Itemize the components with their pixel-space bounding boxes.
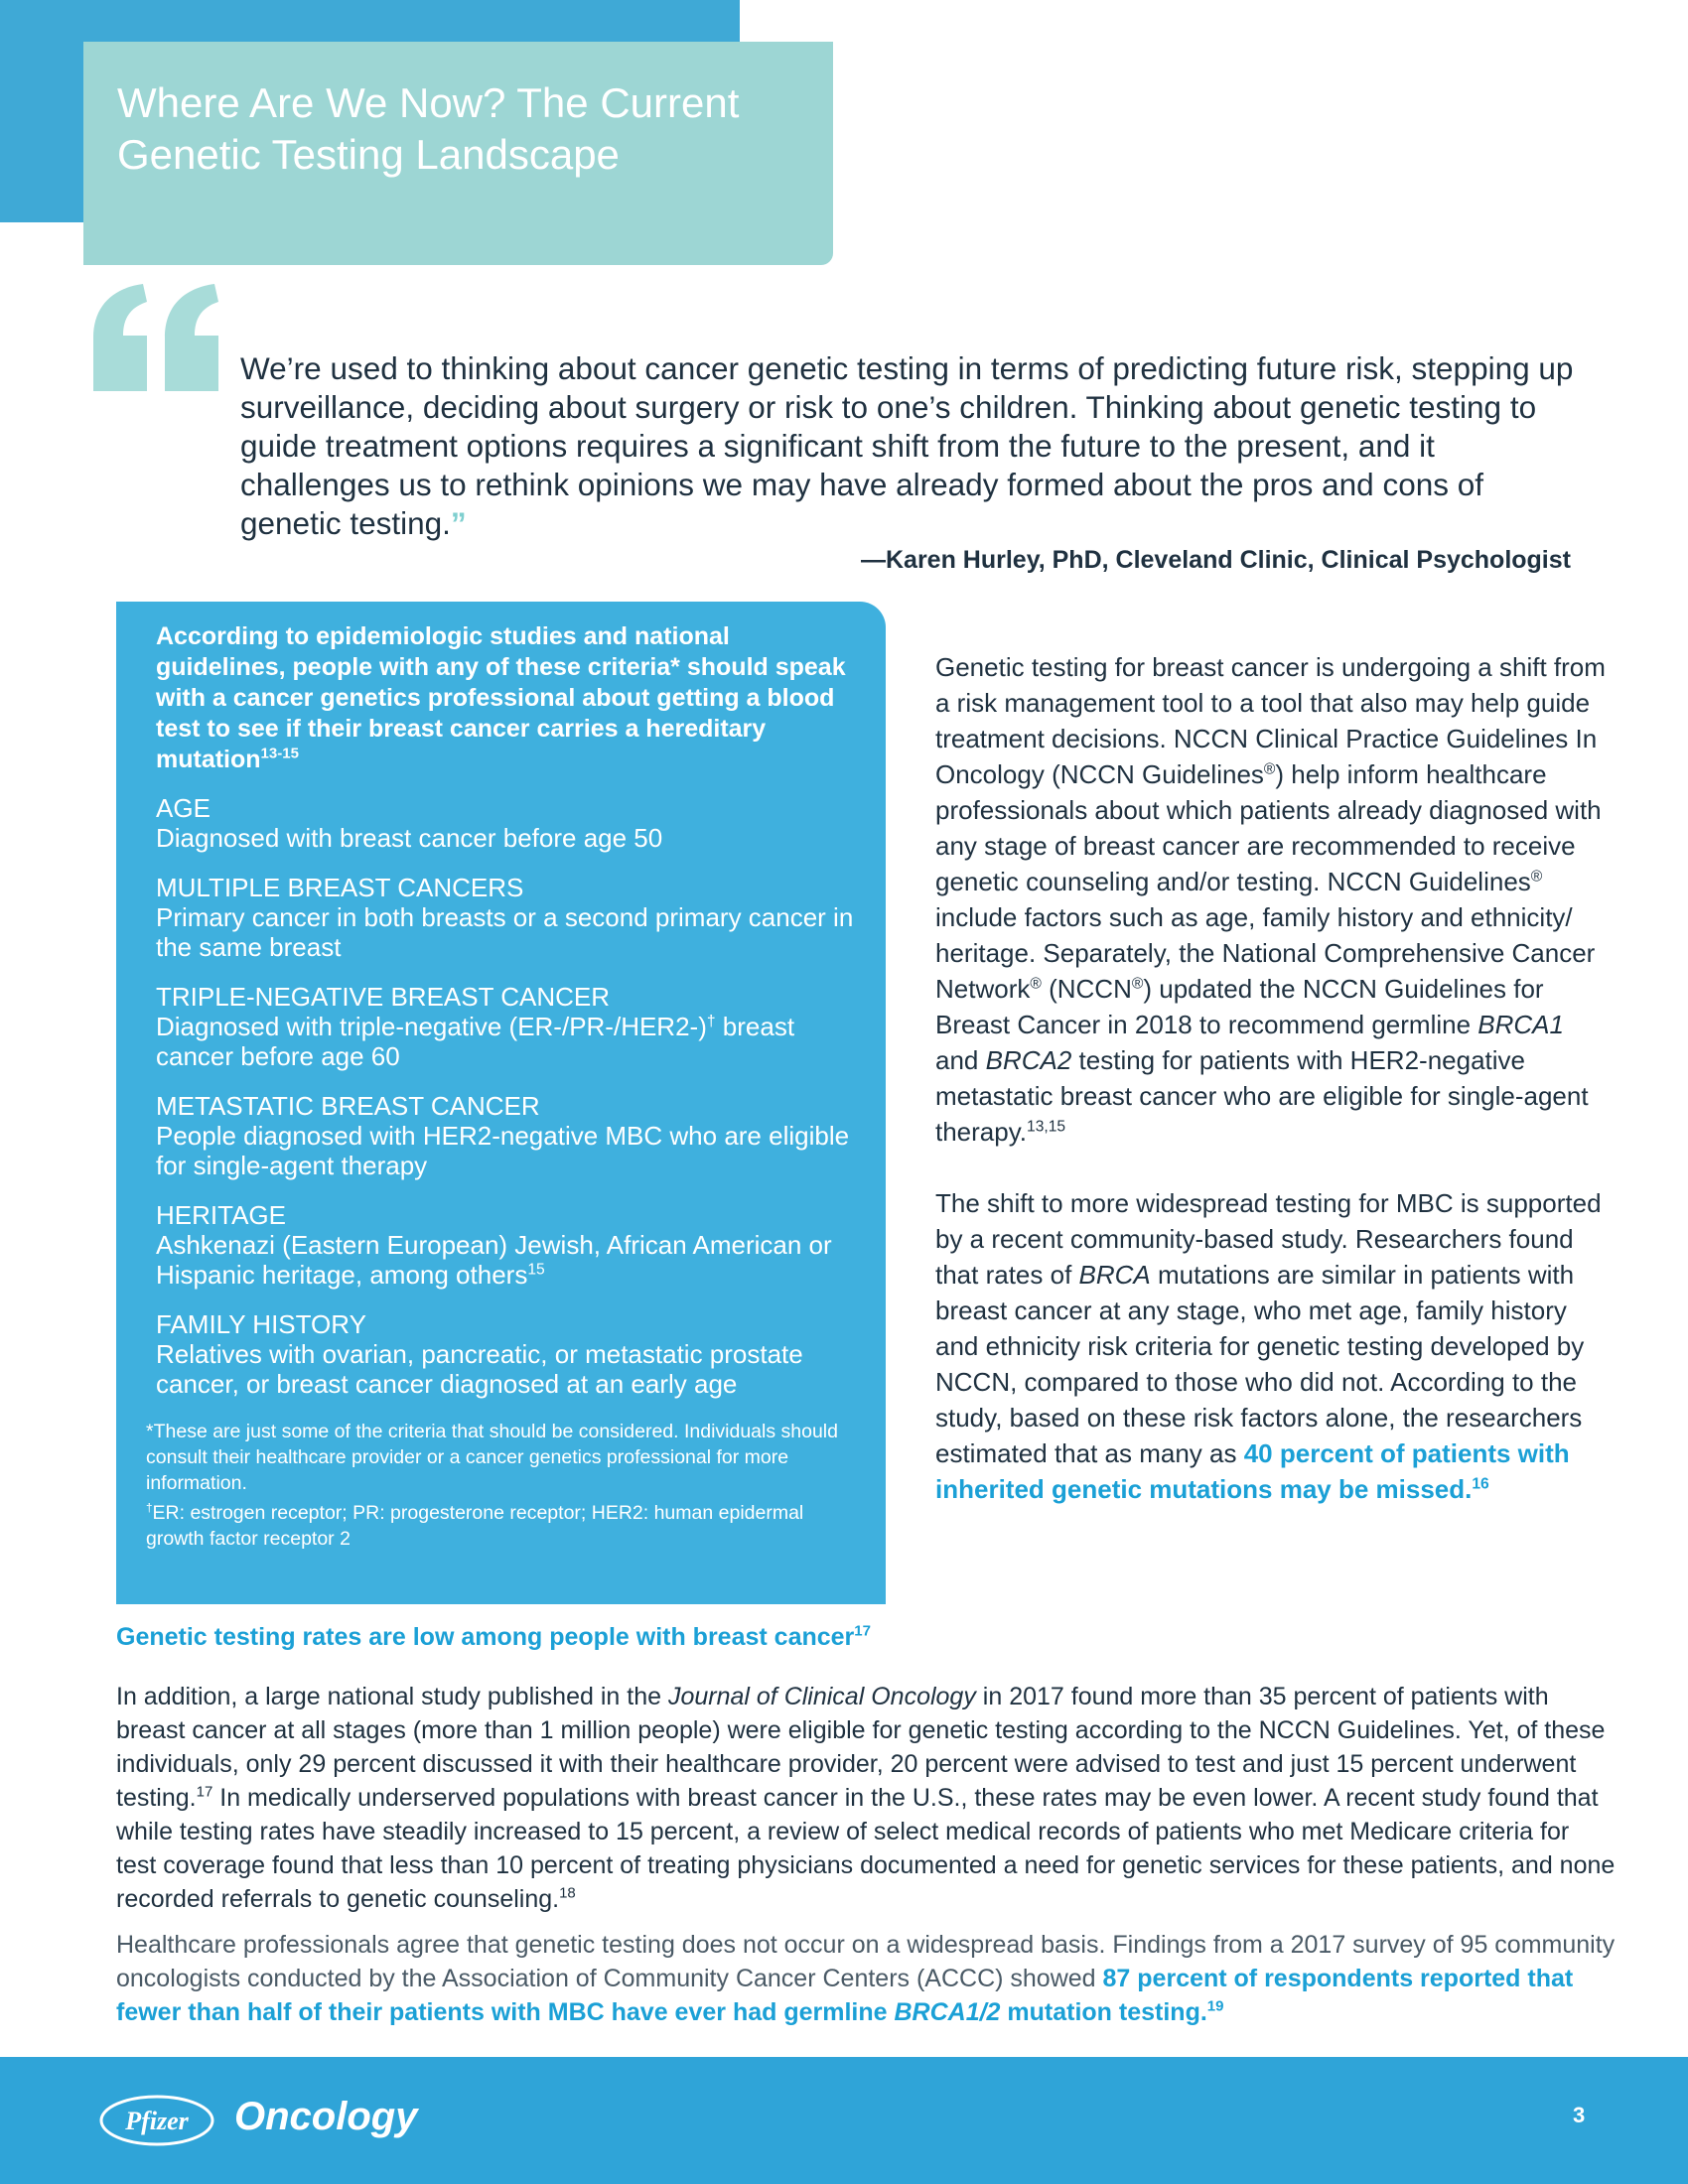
quote-attribution: —Karen Hurley, PhD, Cleveland Clinic, Clinical Psychologist [860,546,1571,574]
text-run: in 2017 found more than 35 percent of patients with breast cancer at all stages (more than 1 million people) were eligible for genetic testing according to the NCCN Guidelines. Yet, of these individuals, only 29 percent discussed it with their healthcare provider, 20 percent were advised to test and just 15 percent underwent testing. [116,1683,1606,1812]
dagger-mark: † [146,1501,153,1515]
text-run: Genetic testing for breast cancer is undergoing a shift from a risk management tool to a tool that also may help guide treatment decisions. NCCN Clinical Practice Guidelines In Oncology (NCCN Guidelines [935,652,1606,789]
criterion-age [156,793,856,853]
registered-mark: ® [1131,975,1144,993]
sidebar-intro-text: According to epidemiologic studies and national guidelines, people with any of these criteria* should speak with a cancer genetics professional about getting a blood test to see if their breast cancer carries a hereditary mutation [156,622,846,773]
pull-quote [240,349,1591,543]
text-run: and [935,1045,986,1075]
right-column [935,649,1611,1507]
gene-name: BRCA1 [1477,1010,1564,1039]
close-quote-icon: ” [450,505,467,541]
highlight-statistic: 40 percent of patients with inherited genetic mutations may be missed. [935,1438,1570,1504]
ref-superscript: 17 [196,1783,213,1801]
pfizer-wordmark: Pfizer [125,2107,189,2135]
registered-mark: ® [1263,760,1276,778]
text-run: ) help inform healthcare professionals about which patients already diagnosed with any stage of breast cancer are recommended to receive genetic counseling and/or testing. NCCN Guidelines [935,759,1602,896]
quote-text: We’re used to thinking about cancer genetic testing in terms of predicting future risk, stepping up surveillance, deciding about surgery or risk to one’s children. Thinking about genetic testing to guide treatment options requires a significant shift from the future to the present, and it challenges us to rethink opinions we may have already formed about the pros and cons of genetic testing. [240,350,1574,541]
criterion-heading: MULTIPLE BREAST CANCERS [156,873,524,902]
criterion-metastatic [156,1091,856,1180]
open-quote-icon [87,280,226,394]
text-run: The shift to more widespread testing for MBC is supported by a recent community-based study. Researchers found that rates of [935,1188,1602,1290]
criterion-text: Relatives with ovarian, pancreatic, or metastatic prostate cancer, or breast cancer diagnosed at an early age [156,1339,803,1399]
dagger-mark: † [706,1013,716,1030]
sidebar-footnotes [146,1419,856,1552]
pfizer-logo [97,2093,216,2148]
footnote-abbreviations-text: ER: estrogen receptor; PR: progesterone receptor; HER2: human epidermal growth factor receptor 2 [146,1502,804,1550]
gene-name: BRCA2 [985,1045,1072,1075]
page-title: Where Are We Now? The Current Genetic Testing Landscape [117,79,740,178]
footnote-abbreviations [146,1500,856,1552]
highlight-statistic: 87 percent of respondents reported that fewer than half of their patients with MBC have ever had germline [116,1965,1574,2026]
criterion-text-b: breast cancer before age 60 [156,1012,795,1071]
text-run: (NCCN [1041,974,1132,1004]
text-run: mutations are similar in patients with breast cancer at any stage, who met age, family history and ethnicity risk criteria for genetic testing developed by NCCN, compared to those who did not. According to the study, based on these risk factors alone, the researchers estimated that as many as [935,1260,1585,1468]
criterion-text-body: Ashkenazi (Eastern European) Jewish, African American or Hispanic heritage, among others [156,1230,832,1290]
registered-mark: ® [1530,868,1543,886]
gene-name: BRCA [1078,1260,1151,1290]
gene-name: BRCA1/2 [894,1998,1001,2026]
registered-mark: ® [1030,975,1042,993]
text-run: include factors such as age, family history and ethnicity/ heritage. Separately, the National Comprehensive Cancer Network [935,902,1596,1004]
criterion-text: Diagnosed with breast cancer before age 50 [156,823,663,853]
criterion-heading: FAMILY HISTORY [156,1309,366,1339]
ref-superscript: 13-15 [260,745,299,762]
criterion-text: Primary cancer in both breasts or a second primary cancer in the same breast [156,902,854,962]
body-paragraph-2 [116,1928,1616,2029]
criterion-heritage [156,1200,856,1290]
criterion-multiple [156,873,856,962]
text-run: In addition, a large national study published in the [116,1683,668,1710]
criterion-text-a: Diagnosed with triple-negative (ER-/PR-/HER2-) [156,1012,707,1041]
text-run: Healthcare professionals agree that genetic testing does not occur on a widespread basis. Findings from a 2017 survey of 95 community oncologists conducted by the Association of Community Cancer Centers (ACCC) showed [116,1931,1616,1992]
body-paragraph-1 [116,1680,1616,1916]
text-run: testing for patients with HER2-negative metastatic breast cancer who are eligible for single-agent therapy. [935,1045,1589,1147]
criterion-text [156,1230,856,1290]
text-run: In medically underserved populations with breast cancer in the U.S., these rates may be even lower. A recent study found that while testing rates have steadily increased to 15 percent, a review of select medical records of patients who met Medicare criteria for test coverage found that less than 10 percent of treating physicians documented a need for genetic services for these patients, and none recorded referrals to genetic counseling. [116,1784,1616,1913]
ref-superscript: 18 [559,1884,576,1902]
criterion-triple-negative [156,982,856,1071]
criterion-family-history [156,1309,856,1399]
ref-superscript: 17 [854,1622,871,1640]
page-number: 3 [1573,2103,1586,2127]
criterion-text: People diagnosed with HER2-negative MBC who are eligible for single-agent therapy [156,1121,850,1180]
journal-name: Journal of Clinical Oncology [667,1683,976,1710]
ref-superscript: 13,15 [1027,1118,1066,1136]
ref-superscript: 16 [1472,1475,1489,1493]
criterion-heading: HERITAGE [156,1200,286,1230]
ref-superscript: 19 [1206,1997,1224,2015]
criteria-sidebar [116,602,886,1604]
sidebar-intro [156,621,856,775]
highlight-statistic: mutation testing. [1000,1998,1207,2026]
section-subheading [116,1623,871,1652]
subheading-text: Genetic testing rates are low among people with breast cancer [116,1623,855,1651]
criterion-text [156,1012,856,1071]
footnote-criteria: *These are just some of the criteria that should be considered. Individuals should consult their healthcare provider or a cancer genetics professional for more information. [146,1421,838,1494]
criterion-heading: TRIPLE-NEGATIVE BREAST CANCER [156,982,611,1012]
ref-superscript: 15 [527,1261,545,1279]
right-paragraph-2 [935,1185,1611,1507]
right-paragraph-1 [935,649,1611,1150]
oncology-wordmark: Oncology [234,2095,418,2138]
criterion-heading: METASTATIC BREAST CANCER [156,1091,540,1121]
criterion-heading: AGE [156,793,211,823]
text-run: ) updated the NCCN Guidelines for Breast Cancer in 2018 to recommend germline [935,974,1544,1039]
